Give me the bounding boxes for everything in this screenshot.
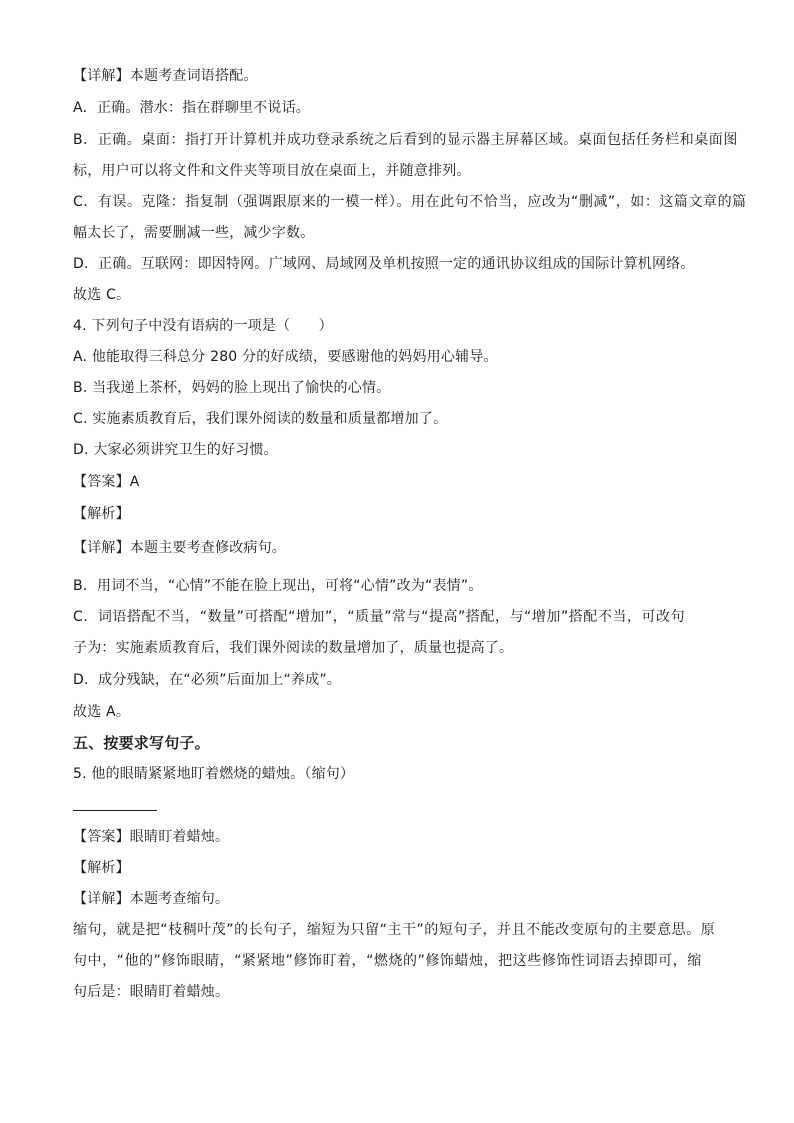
- option-b-analysis: B．用词不当，“心情”不能在脸上现出，可将“心情”改为“表情”。: [73, 578, 483, 594]
- option-c-explanation: C．有误。克隆：指复制（强调跟原来的一模一样）。用在此句不恰当，应改为“删减”，如：这篇文章的篇: [73, 194, 747, 210]
- explanation-heading: 【详解】本题考查词语搭配。: [73, 68, 258, 84]
- option-c-analysis: C．词语搭配不当，“数量”可搭配“增加”，“质量”常与“提高”搭配，与“增加”搭配不当，可改句: [73, 609, 686, 625]
- option-a-explanation: A．正确。潜水：指在群聊里不说话。: [73, 100, 310, 116]
- shrink-sentence-explanation: 缩句，就是把“枝稠叶茂”的长句子，缩短为只留“主干”的短句子，并且不能改变原句的主要意思。原: [73, 922, 716, 938]
- option-d-analysis: D．成分残缺，在“必须”后面加上“养成”。: [73, 672, 341, 688]
- answer-choice: 故选 C。: [73, 287, 131, 303]
- option-b-explanation: B．正确。桌面：指打开计算机并成功登录系统之后看到的显示器主屏幕区域。桌面包括任务栏和桌面图: [73, 132, 738, 148]
- explanation-heading-3: 【详解】本题考查缩句。: [73, 891, 230, 907]
- analysis-label: 【解析】: [73, 506, 130, 522]
- question-4: 4. 下列句子中没有语病的一项是（ ）: [73, 318, 333, 334]
- option-c-analysis-cont: 子为：实施素质教育后，我们课外阅读的数量增加了，质量也提高了。: [73, 640, 514, 656]
- answer-choice-2: 故选 A。: [73, 704, 131, 720]
- question-4-option-b: B. 当我递上茶杯，妈妈的脸上现出了愉快的心情。: [73, 380, 391, 396]
- question-4-option-a: A. 他能取得三科总分 280 分的好成绩，要感谢他的妈妈用心辅导。: [73, 349, 498, 365]
- option-d-explanation: D．正确。互联网：即因特网。广域网、局域网及单机按照一定的通讯协议组成的国际计算机网络。: [73, 256, 695, 272]
- answer-blank-line: [73, 810, 157, 811]
- question-5: 5. 他的眼睛紧紧地盯着燃烧的蜡烛。（缩句）: [73, 766, 355, 782]
- section-five-heading: 五、按要求写句子。: [73, 734, 210, 752]
- question-4-option-d: D. 大家必须讲究卫生的好习惯。: [73, 442, 278, 458]
- option-b-explanation-cont: 标，用户可以将文件和文件夹等项目放在桌面上，并随意排列。: [73, 163, 471, 179]
- analysis-label-2: 【解析】: [73, 860, 130, 876]
- shrink-sentence-explanation-cont: 句中，“他的”修饰眼睛，“紧紧地”修饰盯着，“燃烧的”修饰蜡烛，把这些修饰性词语去掉即可，缩: [73, 953, 702, 969]
- answer-label-2: 【答案】眼睛盯着蜡烛。: [73, 829, 230, 845]
- option-c-explanation-cont: 幅太长了，需要删减一些，减少字数。: [73, 225, 315, 241]
- answer-label: 【答案】A: [73, 474, 140, 490]
- explanation-heading-2: 【详解】本题主要考查修改病句。: [73, 540, 286, 556]
- shrink-sentence-result: 句后是：眼睛盯着蜡烛。: [73, 984, 230, 1000]
- question-4-option-c: C. 实施素质教育后，我们课外阅读的数量和质量都增加了。: [73, 411, 448, 427]
